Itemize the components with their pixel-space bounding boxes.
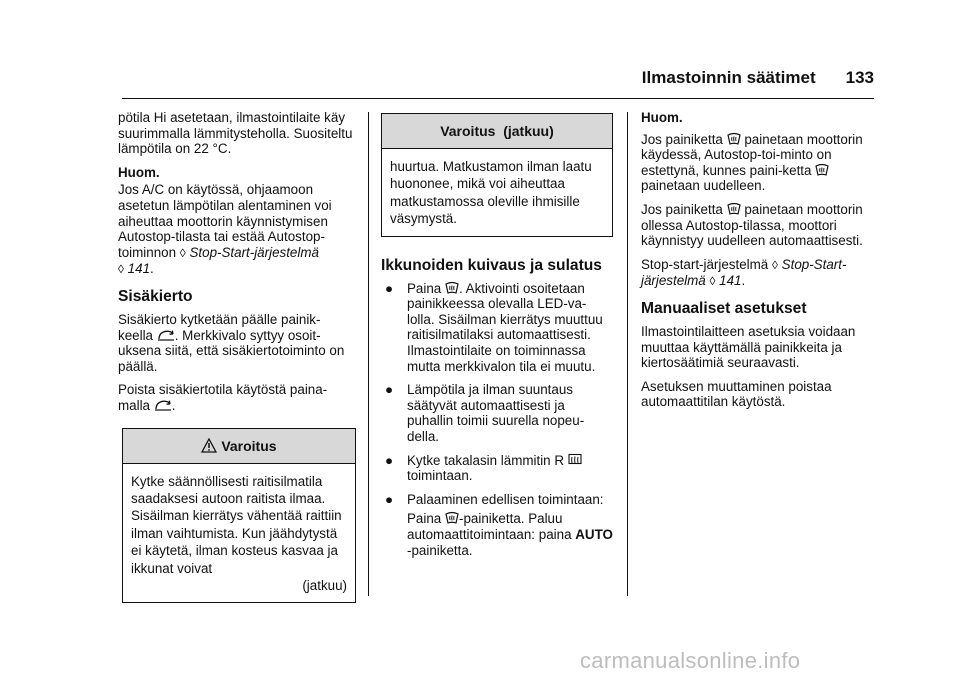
page-reference[interactable]: 141 bbox=[127, 261, 151, 277]
warning-body bbox=[123, 464, 355, 603]
list-item bbox=[381, 453, 613, 484]
paragraph: Asetuksen muuttaminen poistaa automaattitilan käytöstä. bbox=[641, 378, 832, 410]
text: toimintaan. bbox=[407, 468, 473, 484]
heading-manuaaliset: Manuaaliset asetukset bbox=[641, 299, 807, 317]
page-reference-arrow-icon: ◊ bbox=[118, 262, 124, 277]
list-item bbox=[381, 281, 613, 375]
reference-end: . bbox=[150, 261, 154, 277]
warning-header: Varoitus (jatkuu) bbox=[382, 114, 612, 149]
text: . Merkkivalo syttyy osoit-uksena siitä, että sisäkiertotoiminto on päällä. bbox=[118, 327, 345, 374]
text: Sisäkierto kytketään päälle painik-keella bbox=[118, 311, 321, 343]
list-item bbox=[381, 382, 613, 444]
windshield-defrost-icon bbox=[727, 132, 741, 146]
continued-label: (jatkuu) bbox=[302, 577, 347, 593]
column-3 bbox=[641, 110, 877, 418]
text: Paina bbox=[407, 280, 442, 296]
section-title: Ilmastoinnin säätimet bbox=[641, 68, 816, 87]
text: . bbox=[171, 397, 176, 413]
text: painetaan uudelleen. bbox=[641, 178, 766, 194]
header-rule bbox=[122, 98, 874, 99]
list-text bbox=[407, 453, 613, 484]
text: Palaaminen edellisen toimintaan: bbox=[407, 491, 604, 507]
note-paragraph bbox=[641, 132, 877, 194]
reference-link[interactable]: Stop-Start-järjestelmä bbox=[641, 256, 847, 289]
warning-triangle-icon bbox=[201, 438, 217, 453]
list-text bbox=[407, 492, 613, 558]
warning-body: huurtua. Matkustamon ilman laatu huononee, mikä voi aiheuttaa matkustamossa oleville ihmisille väsymystä. bbox=[390, 159, 592, 227]
text: Poista sisäkiertotila käytöstä paina-malla bbox=[118, 382, 328, 413]
paragraph bbox=[641, 257, 877, 290]
column-divider-2 bbox=[627, 112, 628, 596]
windshield-defrost-icon bbox=[445, 511, 459, 525]
bullet-icon: ● bbox=[385, 280, 394, 296]
heading-kuivaus: Ikkunoiden kuivaus ja sulatus bbox=[381, 256, 602, 274]
text: Kytke takalasin lämmitin R bbox=[407, 452, 565, 468]
list-item bbox=[381, 492, 613, 558]
page-reference-arrow-icon: ◊ bbox=[709, 274, 716, 289]
text: Paina bbox=[407, 511, 442, 527]
page-reference[interactable]: 141 bbox=[719, 273, 742, 289]
paragraph: pötila Hi asetetaan, ilmastointilaite käy suurimmalla lämmitysteholla. Suositeltu lämpötila on 22 °C. bbox=[118, 110, 353, 157]
page-number: 133 bbox=[845, 68, 874, 87]
column-2 bbox=[381, 113, 613, 566]
watermark: carmanualsonline.info bbox=[580, 648, 801, 673]
warning-box bbox=[122, 428, 356, 604]
windshield-defrost-icon bbox=[445, 281, 459, 295]
windshield-defrost-icon bbox=[815, 163, 829, 177]
text: . Aktivointi osoitetaan painikkeessa olevalla LED-va-lolla. Sisäilman kierrätys muuttuu raitisilmatilaksi automaattisesti. Ilmastointilaite on toiminnassa mutta merkkivalon tila ei muutu. bbox=[407, 280, 603, 374]
text: painetaan moottorin käydessä, Autostop-toi-minto on estettynä, kunnes paini-ketta bbox=[641, 131, 863, 178]
note-label: Huom. bbox=[641, 110, 683, 125]
warning-text: Kytke säännöllisesti raitisilmatila saadaksesi autoon raitista ilmaa. Sisäilman kierrätys vähentää raittiin ilman vaihtumista. Kun jäähdytystä ei käytetä, ilman kosteus kasvaa ja ikkunat voivat bbox=[131, 473, 342, 576]
paragraph bbox=[118, 382, 354, 413]
text: Jos painiketta bbox=[641, 201, 723, 217]
column-divider-1 bbox=[368, 112, 369, 596]
text: painetaan moottorin ollessa Autostop-tilassa, moottori käynnistyy uudelleen automaattisesti. bbox=[641, 201, 863, 249]
note-paragraph bbox=[118, 182, 354, 278]
note-label: Huom. bbox=[118, 164, 160, 180]
reference-arrow-icon: ◊ bbox=[179, 245, 186, 260]
reference-end: . bbox=[741, 273, 746, 289]
page-header bbox=[122, 68, 874, 98]
text: Stop-start-järjestelmä bbox=[641, 256, 769, 272]
column-1 bbox=[118, 110, 354, 603]
text: -painiketta. bbox=[407, 542, 473, 558]
warning-header bbox=[123, 429, 355, 464]
rear-window-defrost-icon bbox=[568, 453, 582, 467]
paragraph bbox=[641, 202, 877, 249]
text: Jos painiketta bbox=[641, 131, 723, 147]
reference-arrow-icon: ◊ bbox=[772, 257, 778, 272]
note-text: Jos A/C on käytössä, ohjaamoon asetetun lämpötilan alentaminen voi aiheuttaa moottorin käynnistymisen Autostop-tilasta tai estää Autostop-toiminnon bbox=[118, 182, 332, 260]
windshield-defrost-icon bbox=[727, 202, 741, 216]
text: -painiketta. Paluu automaattitoimintaan: paina bbox=[407, 511, 572, 542]
heading-sisakierto: Sisäkierto bbox=[118, 287, 193, 305]
warning-box-continued bbox=[381, 113, 613, 237]
bullet-icon: ● bbox=[385, 491, 394, 507]
paragraph bbox=[118, 312, 354, 374]
auto-label: AUTO bbox=[575, 526, 613, 542]
bullet-icon: ● bbox=[385, 382, 394, 398]
recirculation-icon bbox=[154, 398, 172, 412]
warning-title: Varoitus bbox=[221, 437, 277, 454]
recirculation-icon bbox=[157, 328, 175, 342]
paragraph: Ilmastointilaitteen asetuksia voidaan muuttaa käyttämällä painikkeita ja kiertosäätimiä seuraavasti. bbox=[641, 323, 856, 371]
reference-link[interactable]: Stop-Start-järjestelmä bbox=[189, 244, 319, 260]
list-text: Lämpötila ja ilman suuntaus säätyvät automaattisesti ja puhallin toimii suurella nopeu-della. bbox=[407, 382, 585, 444]
bullet-icon: ● bbox=[385, 452, 394, 468]
list-text bbox=[407, 281, 613, 375]
